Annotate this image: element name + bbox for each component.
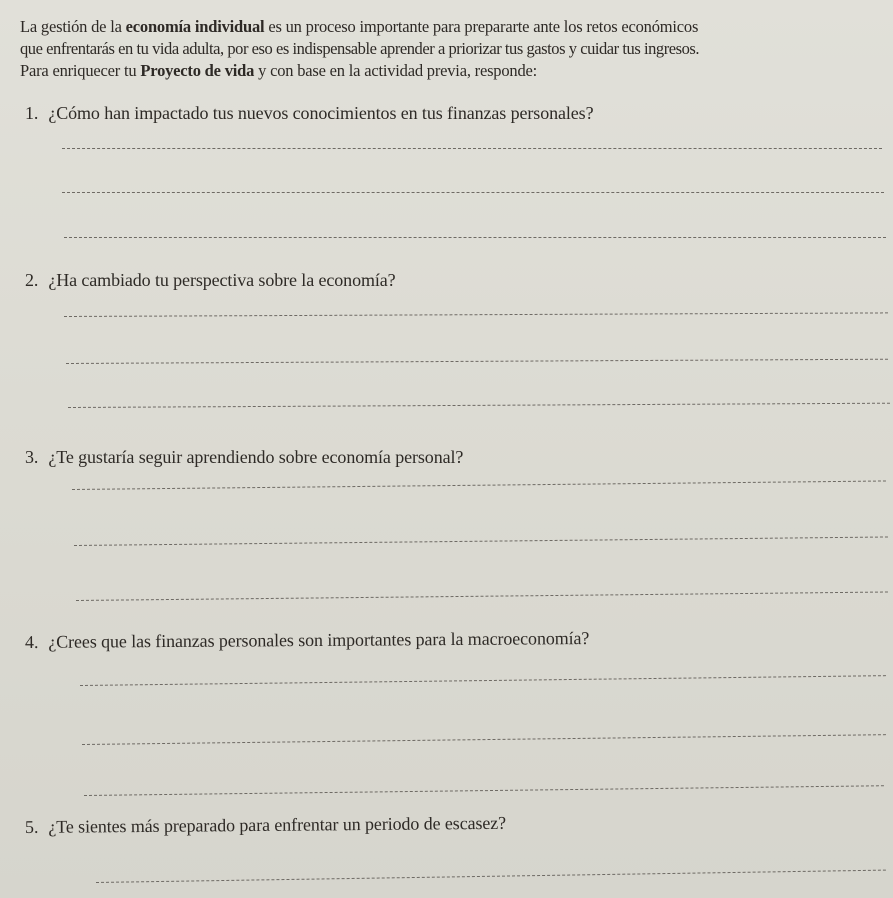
answer-line-2b[interactable]	[66, 359, 888, 364]
question-number: 5.	[24, 816, 39, 837]
answer-line-1b[interactable]	[62, 192, 884, 193]
answer-line-1a[interactable]	[62, 148, 882, 149]
answer-line-2a[interactable]	[64, 312, 888, 317]
question-2	[25, 270, 396, 291]
question-text: ¿Te gustaría seguir aprendiendo sobre economía personal?	[48, 447, 464, 467]
question-5	[25, 813, 506, 838]
bold-economia-individual: economía individual	[125, 17, 265, 36]
question-number: 3.	[25, 447, 39, 467]
answer-line-5a[interactable]	[96, 870, 886, 883]
answer-line-2c[interactable]	[68, 403, 890, 408]
intro-line-1: La gestión de la economía individual es un proceso importante para prepararte ante los retos económicos	[20, 17, 699, 36]
question-number: 2.	[25, 270, 39, 290]
answer-line-3b[interactable]	[74, 536, 888, 546]
bold-proyecto-de-vida: Proyecto de vida	[140, 61, 255, 80]
answer-line-1c[interactable]	[64, 237, 886, 238]
question-number: 4.	[24, 631, 39, 652]
question-text: ¿Ha cambiado tu perspectiva sobre la economía?	[48, 270, 396, 290]
answer-line-4b[interactable]	[82, 734, 886, 745]
answer-line-4a[interactable]	[80, 675, 886, 686]
question-text: ¿Crees que las finanzas personales son importantes para la macroeconomía?	[48, 628, 590, 652]
intro-paragraph	[20, 16, 880, 82]
answer-line-3c[interactable]	[76, 591, 888, 601]
question-number: 1.	[25, 103, 39, 123]
intro-line-3: Para enriquecer tu Proyecto de vida y con base en la actividad previa, responde:	[20, 61, 538, 80]
question-3	[25, 447, 463, 468]
question-1	[25, 103, 593, 124]
answer-line-4c[interactable]	[84, 785, 884, 796]
question-text: ¿Cómo han impactado tus nuevos conocimientos en tus finanzas personales?	[48, 103, 594, 123]
answer-line-3a[interactable]	[72, 480, 886, 490]
question-text: ¿Te sientes más preparado para enfrentar un periodo de escasez?	[48, 812, 507, 837]
question-4	[25, 628, 589, 653]
intro-line-2: que enfrentarás en tu vida adulta, por eso es indispensable aprender a priorizar tus gastos y cuidar tus ingresos.	[20, 39, 700, 58]
